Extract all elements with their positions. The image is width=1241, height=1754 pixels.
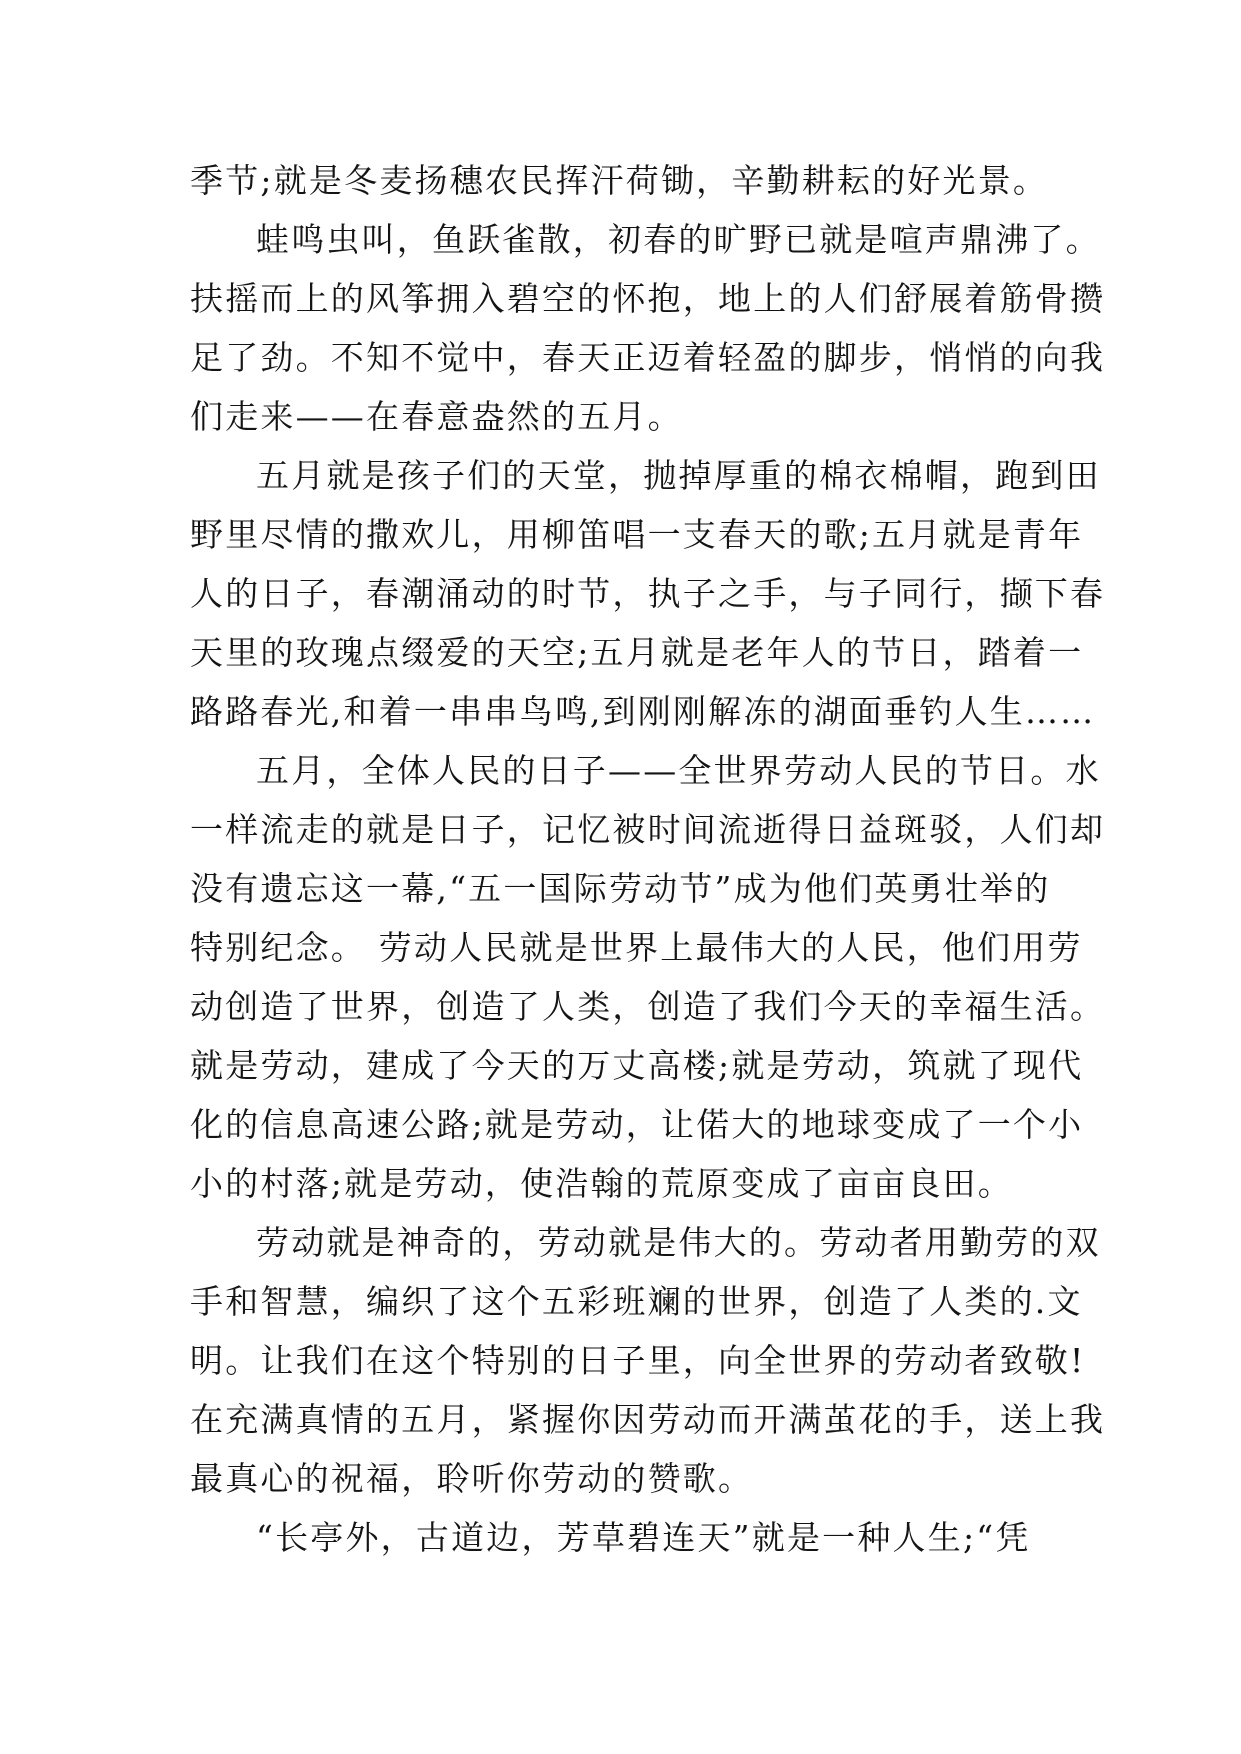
text-line: 动创造了世界，创造了人类，创造了我们今天的幸福生活。 <box>190 987 1106 1026</box>
text-line: “长亭外，古道边，芳草碧连天”就是一种人生;“凭 <box>256 1518 1031 1557</box>
text-line: 小的村落;就是劳动，使浩翰的荒原变成了亩亩良田。 <box>190 1164 1013 1203</box>
text-line: 手和智慧，编织了这个五彩班斓的世界，创造了人类的.文 <box>190 1282 1083 1321</box>
text-line: 五月就是孩子们的天堂，抛掉厚重的棉衣棉帽，跑到田 <box>256 456 1101 495</box>
text-line: 劳动就是神奇的，劳动就是伟大的。劳动者用勤劳的双 <box>256 1223 1101 1262</box>
text-line: 人的日子，春潮涌动的时节，执子之手，与子同行，撷下春 <box>190 574 1106 613</box>
text-line: 在充满真情的五月，紧握你因劳动而开满茧花的手，送上我 <box>190 1400 1106 1439</box>
text-line: 季节;就是冬麦扬穗农民挥汗荷锄，辛勤耕耘的好光景。 <box>190 161 1049 200</box>
text-line: 化的信息高速公路;就是劳动，让偌大的地球变成了一个小 <box>190 1105 1084 1144</box>
text-line: 特别纪念。 劳动人民就是世界上最伟大的人民，他们用劳 <box>190 928 1083 967</box>
text-line: 明。让我们在这个特别的日子里，向全世界的劳动者致敬! <box>190 1341 1086 1380</box>
body-text <box>190 151 1106 1567</box>
text-line: 足了劲。不知不觉中，春天正迈着轻盈的脚步，悄悄的向我 <box>190 338 1106 377</box>
text-line: 们走来——在春意盎然的五月。 <box>190 397 683 436</box>
text-line: 最真心的祝福，聆听你劳动的赞歌。 <box>190 1459 754 1498</box>
text-line: 扶摇而上的风筝拥入碧空的怀抱，地上的人们舒展着筋骨攒 <box>190 279 1106 318</box>
text-line: 蛙鸣虫叫，鱼跃雀散，初春的旷野已就是喧声鼎沸了。 <box>256 220 1101 259</box>
text-line: 天里的玫瑰点缀爱的天空;五月就是老年人的节日，踏着一 <box>190 633 1084 672</box>
text-line: 没有遗忘这一幕,“五一国际劳动节”成为他们英勇壮举的 <box>190 869 1051 908</box>
text-line: 路路春光,和着一串串鸟鸣,到刚刚解冻的湖面垂钓人生…… <box>190 692 1096 731</box>
text-line: 五月，全体人民的日子——全世界劳动人民的节日。水 <box>256 751 1101 790</box>
text-line: 就是劳动，建成了今天的万丈高楼;就是劳动，筑就了现代 <box>190 1046 1084 1085</box>
text-line: 一样流走的就是日子，记忆被时间流逝得日益斑驳，人们却 <box>190 810 1106 849</box>
text-line: 野里尽情的撒欢儿，用柳笛唱一支春天的歌;五月就是青年 <box>190 515 1084 554</box>
